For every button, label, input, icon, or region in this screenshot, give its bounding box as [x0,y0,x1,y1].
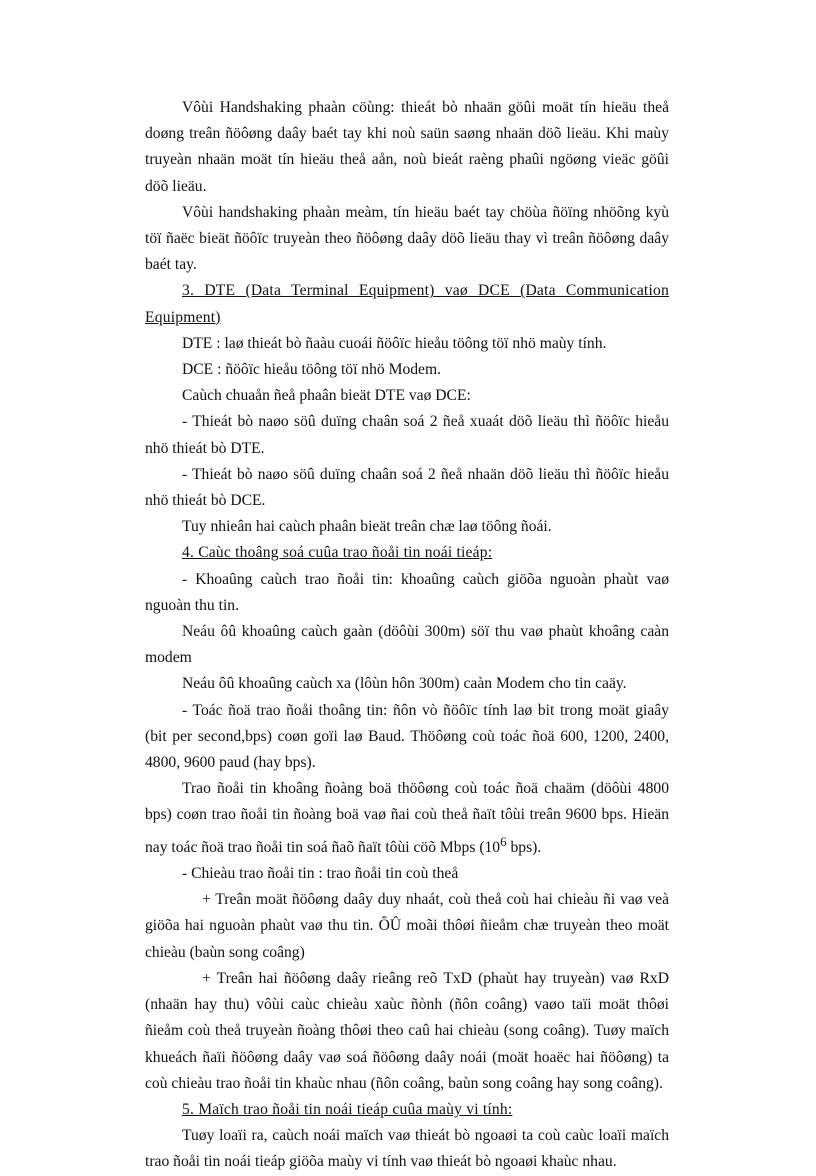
paragraph-speed: - Toác ñoä trao ñoåi thoâng tin: ñôn vò ñöôïc tính laø bit trong moät giaây (bit per second,bps) coøn goïi laø Baud. Thöôøng coù toác ñoä 600, 1200, 2400, 4800, 9600 paud (hay bps). [145,701,669,772]
section-heading-serial-circuit [145,1097,669,1123]
paragraph-direction: - Chieàu trao ñoåi tin : trao ñoåi tin coù theå [182,865,459,883]
paragraph-sync-async [145,776,669,861]
page-body [145,95,669,1176]
section-heading-serial-circuit-text: 5. Maïch trao ñoåi tin noái tieáp cuûa maùy vi tính: [182,1100,513,1118]
paragraph-half-duplex: + Treân moät ñöôøng daây duy nhaát, coù theå coù hai chieàu ñi vaø veà giöõa hai nguoàn phaùt vaø thu tin. ÔÛ moãi thôøi ñieåm chæ truyeàn theo moät chieàu (baùn song coâng) [145,891,669,961]
paragraph-far-distance: Neáu ôû khoaûng caùch xa (lôùn hôn 300m) caàn Modem cho tin caäy. [182,675,627,693]
exponent: 6 [500,833,507,849]
paragraph-dce-rule: - Thieát bò naøo söû duïng chaân soá 2 ñeå nhaän döõ lieäu thì ñöôïc hieåu nhö thieát bò DCE. [145,465,669,510]
section-heading-dte-dce [145,278,669,330]
paragraph-relative-note: Tuy nhieân hai caùch phaân bieät treân chæ laø töông ñoái. [182,518,552,536]
paragraph-sync-async-text: Trao ñoåi tin khoâng ñoàng boä thöôøng coù toác ñoä chaäm (döôùi 4800 bps) coøn trao ñoåi tin ñoàng boä vaø ñai coù theå ñaït tôùi treân 9600 bps. Hieän nay toác ñoä trao ñoåi tin soá ñaõ ñaït tôùi cöõ Mbps (10 [145,780,669,856]
section-heading-parameters [145,540,669,566]
paragraph-distance: - Khoaûng caùch trao ñoåi tin: khoaûng caùch giöõa nguoàn phaùt vaø nguoàn thu tin. [145,570,669,614]
paragraph-software-handshaking: Vôùi handshaking phaàn meàm, tín hieäu baét tay chöùa ñöïng nhöõng kyù töï ñaëc bieät ñöôïc truyeàn theo ñöôøng daây döõ lieäu thay vì treân ñöôøng daây baét tay. [145,203,669,274]
paragraph-serial-circuit: Tuøy loaïi ra, caùch noái maïch vaø thieát bò ngoaøi ta coù caùc loaïi maïch trao ñoåi tin noái tieáp giöõa maùy vi tính vaø thieát bò ngoaøi khaùc nhau. [145,1127,669,1171]
section-heading-parameters-text: 4. Caùc thoâng soá cuûa trao ñoåi tin noái tieáp: [182,544,493,562]
paragraph-distinguish-intro: Caùch chuaån ñeå phaân bieät DTE vaø DCE: [182,387,471,405]
section-heading-dte-dce-text: 3. DTE (Data Terminal Equipment) vaø DCE (Data Communication Equipment) [145,282,669,326]
paragraph-dte-rule: - Thieát bò naøo söû duïng chaân soá 2 ñeå xuaát döõ lieäu thì ñöôïc hieåu nhö thieát bò DTE. [145,413,669,457]
paragraph-dce-definition: DCE : ñöôïc hieåu töông töï nhö Modem. [182,361,442,379]
paragraph-near-distance: Neáu ôû khoaûng caùch gaàn (döôùi 300m) söï thu vaø phaùt khoâng caàn modem [145,623,669,667]
paragraph-full-duplex: + Treân hai ñöôøng daây rieâng reõ TxD (phaùt hay truyeàn) vaø RxD (nhaän hay thu) vôùi caùc chieàu xaùc ñònh (ñôn coâng) vaøo taïi moät thôøi ñieåm coù theå truyeàn ñoàng thôøi theo caû hai chieàu (song coâng). Tuøy maïch khueách ñaïi ñöôøng daây vaø soá ñöôøng daây noái (moät hoaëc hai ñöôøng) ta coù chieàu trao ñoåi tin khaùc nhau (ñôn coâng, baùn song coâng hay song coâng). [145,969,669,1092]
paragraph-hardware-handshaking: Vôùi Handshaking phaàn cöùng: thieát bò nhaän göûi moät tín hieäu theå doøng treân ñöôøng daây baét tay khi noù saün saøng nhaän döõ lieäu. Khi maùy truyeàn nhaän moät tín hieäu theå aån, noù bieát raèng phaûi ngöøng vieäc göûi döõ lieäu. [145,99,669,195]
paragraph-sync-async-tail: bps). [506,838,542,856]
paragraph-dte-definition: DTE : laø thieát bò ñaàu cuoái ñöôïc hieåu töông töï nhö maùy tính. [182,334,607,352]
